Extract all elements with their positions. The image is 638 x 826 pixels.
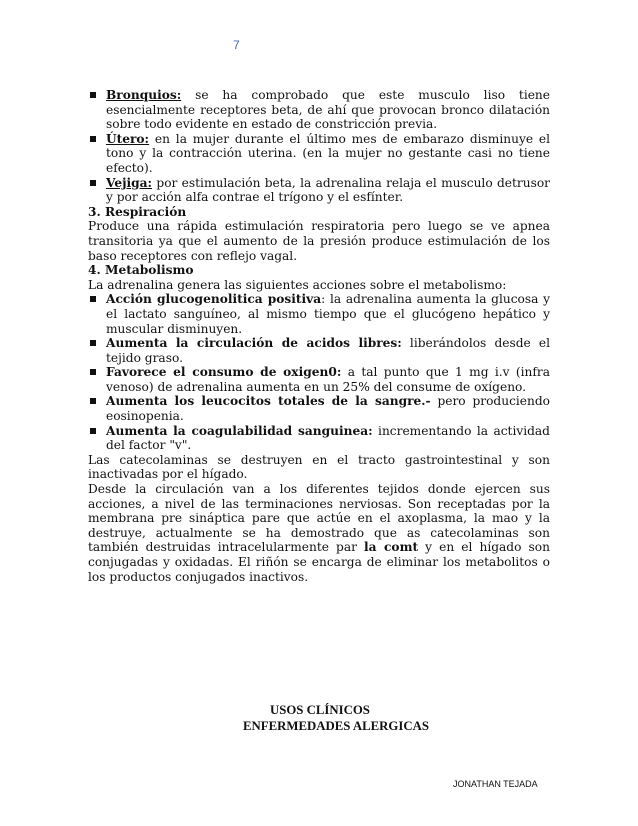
square-bullet-icon — [90, 92, 96, 98]
paragraph-respiracion: Produce una rápida estimulación respiratoria pero luego se ve apnea transitoria ya que el aumento de la presión produce estimulación de los baso receptores con reflejo vagal. — [88, 219, 550, 263]
bullet-text: por estimulación beta, la adrenalina relaja el musculo detrusor y por acción alfa contrae el trígono y el esfínter. — [106, 175, 550, 205]
enfermedades-alergicas-heading: ENFERMEDADES ALERGICAS — [243, 719, 429, 733]
bullet-lead: Bronquios: — [106, 88, 182, 102]
bullet-text: se ha comprobado que este musculo liso tiene esencialmente receptores beta, de ahí que provocan bronco dilatación sobre todo evidente en estado de constricción previa. — [106, 88, 550, 132]
list-item — [88, 132, 550, 176]
list-item — [88, 394, 550, 423]
bold-term: la comt — [364, 540, 419, 555]
bullet-text: incrementando la actividad del factor "v". — [106, 423, 550, 453]
paragraph-metabolismo-intro: La adrenalina genera las siguientes acciones sobre el metabolismo: — [88, 277, 507, 292]
bullet-lead: Útero: — [106, 131, 150, 146]
square-bullet-icon — [90, 340, 96, 346]
paragraph-text: y en el hígado son conjugadas y oxidadas. El riñón se encarga de eliminar los metabolitos o los productos conjugados inactivos. — [88, 540, 550, 584]
footer-author: JONATHAN TEJADA — [453, 779, 538, 789]
square-bullet-icon — [90, 398, 96, 404]
list-item — [88, 365, 550, 394]
paragraph-text: Desde la circulación van a los diferentes tejidos donde ejercen sus acciones, a nivel de las terminaciones nerviosas. Son receptadas por la membrana pre sináptica pare que actúe en el axoplasma, la mao y la destruye, actualmente se ha demostrado que as catecolaminas son también destruidas intracelularmente par — [88, 482, 550, 555]
square-bullet-icon — [90, 136, 96, 142]
metabolism-effects-list — [88, 292, 550, 453]
usos-clinicos-heading: USOS CLÍNICOS — [270, 703, 370, 717]
page-number: 7 — [233, 38, 240, 52]
square-bullet-icon — [90, 296, 96, 302]
paragraph-circulacion — [88, 482, 550, 584]
bullet-lead: Aumenta la coagulabilidad sanguinea: — [106, 423, 373, 438]
square-bullet-icon — [90, 180, 96, 186]
bullet-lead: Aumenta la circulación de acidos libres: — [106, 336, 402, 351]
list-item — [88, 176, 550, 205]
document-body — [88, 88, 550, 584]
list-item — [88, 88, 550, 132]
organ-effects-list — [88, 88, 550, 205]
section-heading-respiracion: 3. Respiración — [88, 204, 187, 219]
bullet-text: : la adrenalina aumenta la glucosa y el lactato sanguíneo, al mismo tiempo que el glucógeno hepático y muscular disminuyen. — [106, 292, 551, 336]
list-item — [88, 292, 550, 336]
bullet-text: en la mujer durante el último mes de embarazo disminuye el tono y la contracción uterina. (en la mujer no gestante casi no tiene efecto). — [106, 131, 550, 175]
bullet-lead: Favorece el consumo de oxigen0: — [106, 365, 342, 380]
bullet-text: pero produciendo eosinopenia. — [106, 394, 550, 424]
bullet-text: liberándolos desde el tejido graso. — [106, 336, 550, 365]
list-item — [88, 336, 550, 365]
bullet-lead: Acción glucogenolitica positiva — [106, 292, 322, 307]
bullet-lead: Vejiga: — [106, 175, 153, 190]
section-heading-metabolismo: 4. Metabolismo — [88, 263, 194, 278]
bullet-text: a tal punto que 1 mg i.v (infra venoso) de adrenalina aumenta en un 25% del consume de oxígeno. — [106, 365, 551, 394]
bullet-lead: Aumenta los leucocitos totales de la sangre.- — [106, 394, 431, 409]
square-bullet-icon — [90, 369, 96, 375]
list-item — [88, 424, 550, 453]
paragraph-catecolaminas: Las catecolaminas se destruyen en el tracto gastrointestinal y son inactivadas por el hígado. — [88, 452, 550, 482]
square-bullet-icon — [90, 428, 96, 434]
